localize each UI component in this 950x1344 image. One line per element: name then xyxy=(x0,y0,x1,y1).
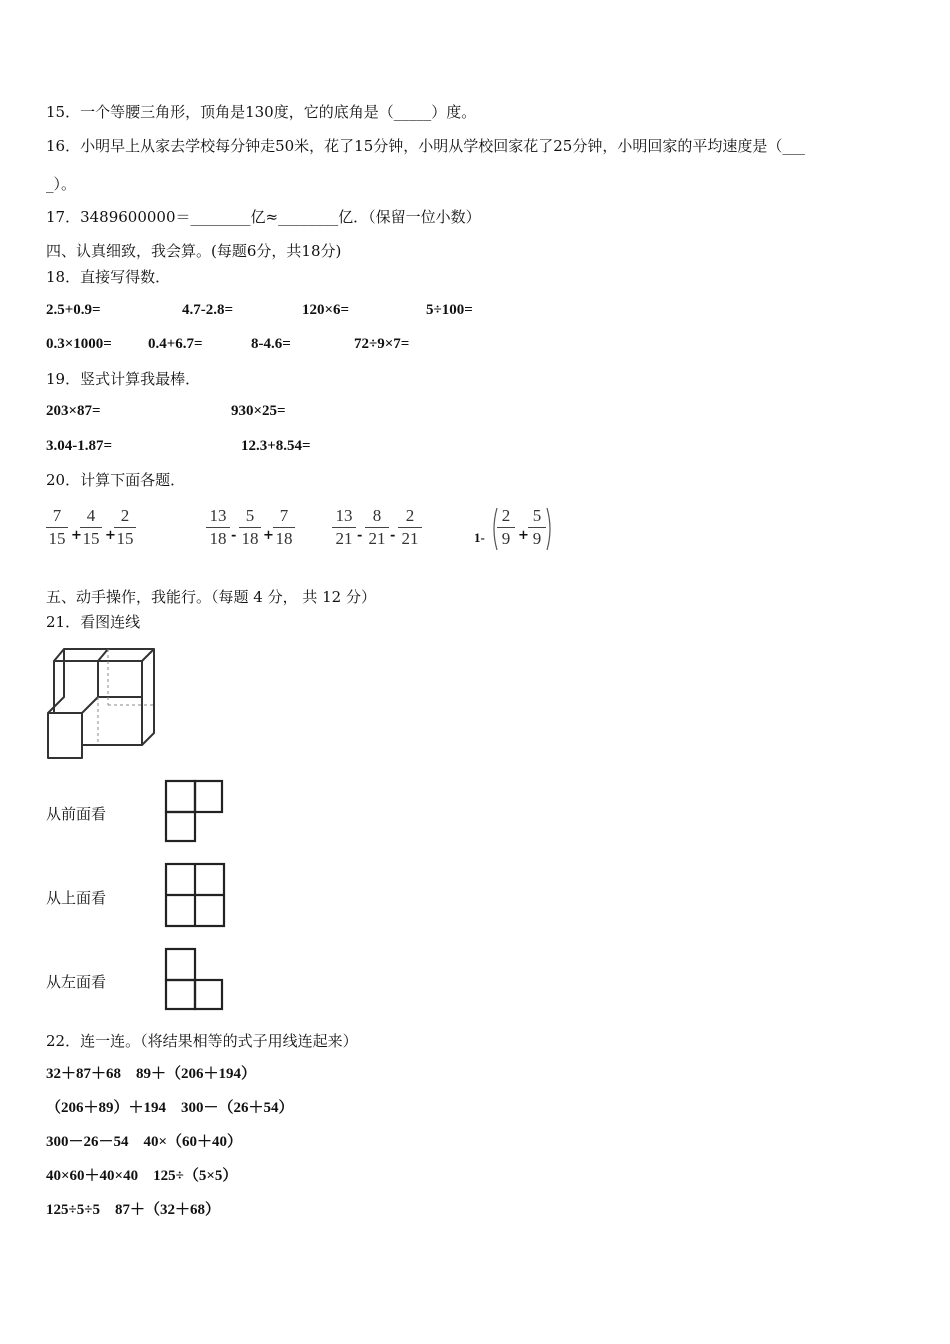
fraction: 5 18 xyxy=(239,506,261,549)
right-paren xyxy=(545,506,555,552)
calc-item: 5÷100= xyxy=(426,302,473,318)
cube-figure xyxy=(46,645,156,760)
match-row: 40×60＋40×40 125÷（5×5） xyxy=(46,1168,238,1184)
question-19: 19．竖式计算我最棒． xyxy=(46,370,201,388)
operator: - xyxy=(357,528,363,543)
match-row: 32＋87＋68 89＋（206＋194） xyxy=(46,1066,257,1082)
match-row: 300－26－54 40×（60＋40） xyxy=(46,1134,243,1150)
calc-item: 120×6= xyxy=(302,302,350,318)
fraction: 13 21 xyxy=(332,506,356,549)
question-16-line2: _）。 xyxy=(46,175,77,193)
view-label-top: 从上面看 xyxy=(46,889,107,907)
calc-item: 8-4.6= xyxy=(251,336,291,352)
operator: + xyxy=(518,528,529,543)
question-21: 21．看图连线 xyxy=(46,613,141,631)
calc-item: 930×25= xyxy=(231,403,286,419)
calc-item: 0.3×1000= xyxy=(46,336,112,352)
question-18: 18．直接写得数． xyxy=(46,268,171,286)
fraction: 2 15 xyxy=(114,506,136,549)
fraction: 7 15 xyxy=(46,506,68,549)
operator: + xyxy=(263,528,274,543)
calc-item: 72÷9×7= xyxy=(354,336,410,352)
question-16-line1: 16．小明早上从家去学校每分钟走50米，花了15分钟，小明从学校回家花了25分钟，小明回家的平均速度是（___ xyxy=(46,137,805,155)
left-view-figure xyxy=(163,946,225,1012)
fraction: 4 15 xyxy=(80,506,102,549)
calc-item: 2.5+0.9= xyxy=(46,302,101,318)
calc-item: 12.3+8.54= xyxy=(241,438,311,454)
match-row: 125÷5÷5 87＋（32＋68） xyxy=(46,1202,220,1218)
operator: + xyxy=(105,528,116,543)
expression-prefix: 1- xyxy=(474,530,485,545)
fraction: 7 18 xyxy=(273,506,295,549)
question-20: 20．计算下面各题． xyxy=(46,471,186,489)
front-view-figure xyxy=(163,778,225,844)
operator: - xyxy=(390,528,396,543)
calc-item: 3.04-1.87= xyxy=(46,438,113,454)
fraction: 2 9 xyxy=(497,506,515,549)
operator: + xyxy=(71,528,82,543)
section-5-heading: 五、动手操作，我能行。（每题 4 分， 共 12 分） xyxy=(46,588,376,606)
fraction: 8 21 xyxy=(365,506,389,549)
view-label-front: 从前面看 xyxy=(46,805,107,823)
section-4-heading: 四、认真细致，我会算。(每题6分，共18分) xyxy=(46,242,342,260)
top-view-figure xyxy=(163,861,227,929)
calc-item: 4.7-2.8= xyxy=(182,302,234,318)
fraction: 5 9 xyxy=(528,506,546,549)
calc-item: 0.4+6.7= xyxy=(148,336,203,352)
question-22: 22．连一连。（将结果相等的式子用线连起来） xyxy=(46,1032,358,1050)
match-row: （206＋89）＋194 300－（26＋54） xyxy=(46,1100,294,1116)
operator: - xyxy=(231,528,237,543)
fraction: 2 21 xyxy=(398,506,422,549)
calc-item: 203×87= xyxy=(46,403,101,419)
view-label-left: 从左面看 xyxy=(46,973,107,991)
question-15: 15．一个等腰三角形，顶角是130度，它的底角是（_____）度。 xyxy=(46,103,477,121)
fraction: 13 18 xyxy=(206,506,230,549)
question-17: 17．3489600000＝________亿≈________亿．（保留一位小数） xyxy=(46,208,481,226)
